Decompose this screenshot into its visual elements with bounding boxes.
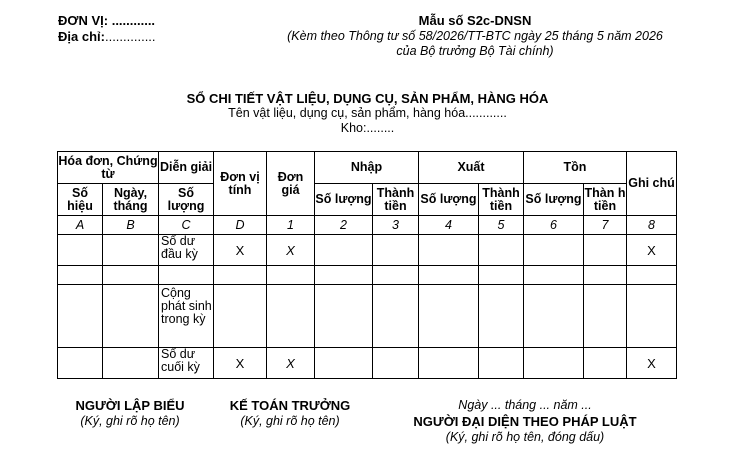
- unit-mark: X: [214, 235, 267, 266]
- chief-accountant-note: (Ký, ghi rõ họ tên): [240, 414, 340, 428]
- table-cell: [315, 348, 373, 379]
- price-mark: X: [267, 348, 315, 379]
- legal-representative-title: NGƯỜI ĐẠI DIỆN THEO PHÁP LUẬT: [413, 414, 637, 429]
- table-cell: [419, 348, 479, 379]
- form-note-line2: của Bộ trưởng Bộ Tài chính): [396, 44, 554, 58]
- table-cell: [103, 266, 159, 285]
- table-cell: [315, 285, 373, 348]
- header-import-amount: Thành tiền: [373, 184, 419, 216]
- period-total-label: Cộng phát sinh trong kỳ: [159, 285, 214, 348]
- column-code: B: [103, 216, 159, 235]
- unit-label: ĐƠN VỊ: ............: [58, 13, 156, 28]
- column-code-row: [58, 216, 677, 235]
- form-code: Mẫu số S2c-DNSN: [418, 13, 532, 28]
- header-import-quantity: Số lượng: [315, 184, 373, 216]
- table-cell: [627, 266, 677, 285]
- book-title: SỔ CHI TIẾT VẬT LIỆU, DỤNG CỤ, SẢN PHẨM, HÀNG HÓA: [186, 91, 549, 106]
- table-cell: [419, 285, 479, 348]
- opening-balance-row: [58, 235, 677, 266]
- header-description-quantity: Số lượng: [159, 184, 214, 216]
- header-import-group: Nhập: [315, 152, 419, 184]
- table-cell: [524, 348, 584, 379]
- table-cell: [103, 348, 159, 379]
- column-code: 6: [524, 216, 584, 235]
- preparer-note: (Ký, ghi rõ họ tên): [80, 414, 180, 428]
- header-date: Ngày, tháng: [103, 184, 159, 216]
- table-cell: [214, 266, 267, 285]
- table-cell: [584, 266, 627, 285]
- warehouse-line: Kho:........: [340, 121, 395, 135]
- column-code: 8: [627, 216, 677, 235]
- table-cell: [373, 285, 419, 348]
- unit-mark: X: [214, 348, 267, 379]
- table-cell: [315, 266, 373, 285]
- period-total-row: [58, 285, 677, 348]
- note-mark: X: [627, 348, 677, 379]
- table-cell: [58, 285, 103, 348]
- header-stock-quantity: Số lượng: [524, 184, 584, 216]
- signature-date-line: Ngày ... tháng ... năm ...: [458, 398, 592, 412]
- column-code: A: [58, 216, 103, 235]
- header-description-group: Diễn giải: [159, 152, 214, 184]
- table-cell: [524, 235, 584, 266]
- table-cell: [58, 348, 103, 379]
- column-code: 3: [373, 216, 419, 235]
- ledger-table: [57, 151, 677, 379]
- header-row-1: [58, 152, 677, 184]
- header-export-amount: Thành tiền: [479, 184, 524, 216]
- column-code: D: [214, 216, 267, 235]
- column-code: C: [159, 216, 214, 235]
- header-invoice-group: Hóa đơn, Chứng từ: [58, 152, 159, 184]
- header-note: Ghi chú: [627, 152, 677, 216]
- table-cell: [584, 235, 627, 266]
- header-unit: Đơn vị tính: [214, 152, 267, 216]
- item-name-line: Tên vật liệu, dụng cụ, sản phẩm, hàng hóa............: [228, 106, 507, 120]
- closing-balance-row: [58, 348, 677, 379]
- preparer-title: NGƯỜI LẬP BIỂU: [75, 398, 185, 413]
- column-code: 5: [479, 216, 524, 235]
- table-cell: [584, 285, 627, 348]
- header-price: Đơn giá: [267, 152, 315, 216]
- table-cell: [267, 285, 315, 348]
- table-cell: [479, 285, 524, 348]
- table-cell: [373, 266, 419, 285]
- table-cell: [479, 348, 524, 379]
- table-cell: [627, 285, 677, 348]
- table-cell: [419, 266, 479, 285]
- form-note-line1: (Kèm theo Thông tư số 58/2026/TT-BTC ngày 25 tháng 5 năm 2026: [287, 29, 663, 43]
- table-cell: [58, 235, 103, 266]
- header-number: Số hiệu: [58, 184, 103, 216]
- table-cell: [419, 235, 479, 266]
- column-code: 4: [419, 216, 479, 235]
- chief-accountant-title: KẾ TOÁN TRƯỞNG: [229, 398, 351, 413]
- table-cell: [159, 266, 214, 285]
- table-cell: [524, 266, 584, 285]
- table-cell: [315, 235, 373, 266]
- header-stock-amount: Thàn h tiền: [584, 184, 627, 216]
- table-cell: [373, 348, 419, 379]
- table-cell: [479, 266, 524, 285]
- table-cell: [58, 266, 103, 285]
- column-code: 2: [315, 216, 373, 235]
- header-export-group: Xuất: [419, 152, 524, 184]
- table-cell: [584, 348, 627, 379]
- table-cell: [479, 235, 524, 266]
- closing-balance-label: Số dư cuối kỳ: [159, 348, 214, 379]
- price-mark: X: [267, 235, 315, 266]
- address-value: ..............: [104, 29, 156, 44]
- table-cell: [267, 266, 315, 285]
- address-line: [58, 29, 156, 44]
- legal-representative-note: (Ký, ghi rõ họ tên, đóng dấu): [445, 430, 605, 444]
- table-cell: [524, 285, 584, 348]
- table-cell: [103, 235, 159, 266]
- address-label: Địa chỉ:: [58, 29, 105, 44]
- table-cell: [373, 235, 419, 266]
- column-code: 7: [584, 216, 627, 235]
- header-stock-group: Tồn: [524, 152, 627, 184]
- opening-balance-label: Số dư đầu kỳ: [159, 235, 214, 266]
- header-export-quantity: Số lượng: [419, 184, 479, 216]
- table-cell: [214, 285, 267, 348]
- entry-row: [58, 266, 677, 285]
- note-mark: X: [627, 235, 677, 266]
- header-row-2: [58, 184, 677, 216]
- table-cell: [103, 285, 159, 348]
- column-code: 1: [267, 216, 315, 235]
